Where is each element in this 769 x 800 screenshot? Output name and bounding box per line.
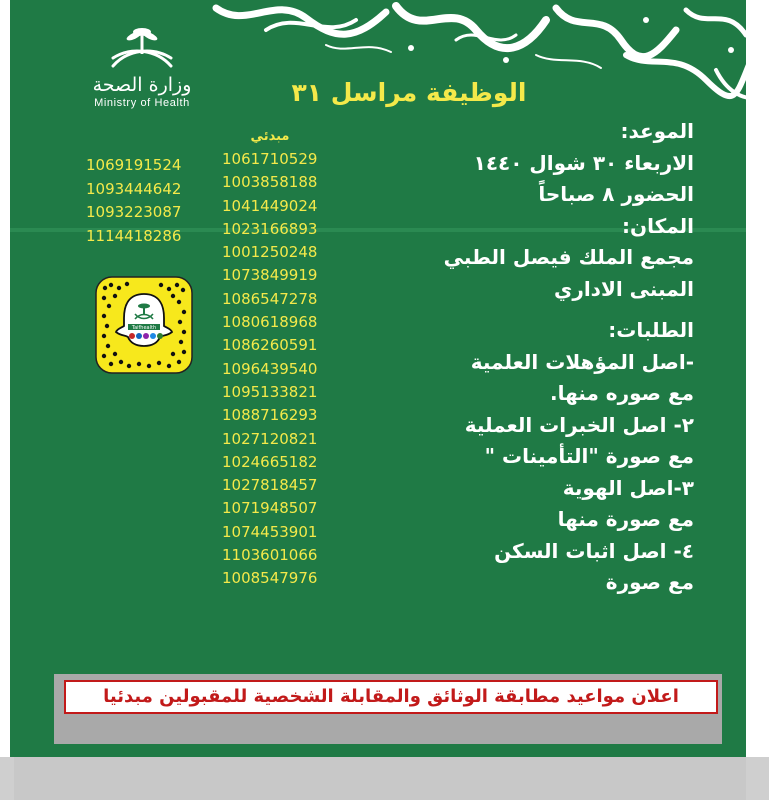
palm-swords-icon — [107, 24, 177, 72]
date-label: الموعد: — [620, 119, 694, 143]
requirement-4b: مع صورة — [605, 570, 694, 594]
bottom-band — [0, 757, 769, 800]
place-value-1: مجمع الملك فيصل الطبي — [443, 245, 694, 269]
list-item: 1041449024 — [222, 196, 318, 215]
list-item: 1086260591 — [222, 336, 318, 355]
ministry-logo — [62, 24, 222, 124]
place-value-2: المبنى الاداري — [553, 276, 694, 301]
id-list-right — [222, 126, 352, 591]
date-value: الاربعاء ٣٠ شوال ١٤٤٠ — [473, 150, 694, 175]
attendance-time: الحضور ٨ صباحاً — [538, 182, 694, 206]
list-item: 1103601066 — [222, 546, 318, 565]
list-item: 1003858188 — [222, 173, 318, 192]
list-item: 1095133821 — [222, 382, 318, 401]
list-item: 1001250248 — [222, 243, 318, 262]
list-item: 1093444642 — [86, 179, 182, 198]
requirement-1b: مع صوره منها. — [549, 381, 694, 405]
logo-english-name: Ministry of Health — [94, 97, 190, 109]
list-item: 1027818457 — [222, 476, 318, 495]
logo-arabic-name: وزارة الصحة — [92, 74, 192, 96]
job-title: الوظيفة مراسل ٣١ — [291, 78, 527, 107]
list-item: 1093223087 — [86, 203, 182, 221]
details-block — [334, 116, 694, 599]
requirements-label: الطلبات: — [608, 318, 694, 342]
list-item: 1027120821 — [222, 429, 318, 448]
id-list-left — [86, 154, 216, 248]
snapcode-qr-icon — [95, 276, 193, 374]
place-label: المكان: — [622, 213, 694, 238]
list-item: 1086547278 — [222, 289, 318, 308]
list-item: 1024665182 — [222, 452, 318, 471]
list-item: 1088716293 — [222, 406, 318, 425]
requirement-2a: ٢- اصل الخبرات العملية — [464, 412, 694, 437]
list-item: 1023166893 — [222, 219, 318, 238]
requirement-3b: مع صورة منها — [557, 507, 694, 531]
list-item: 1071948507 — [222, 499, 318, 518]
requirement-1a: -اصل المؤهلات العلمية — [470, 349, 694, 374]
list-item: 1073849919 — [222, 266, 318, 285]
list-item: 1080618968 — [222, 313, 318, 332]
announcement-poster — [10, 0, 746, 757]
list-item: 1096439540 — [222, 359, 318, 378]
requirement-2b: مع صورة "التأمينات " — [484, 444, 694, 468]
list-item: 1061710529 — [222, 150, 318, 168]
list-item: 1114418286 — [86, 226, 182, 245]
list-item: 1074453901 — [222, 522, 318, 541]
snapcode-handle: Taifhealth — [131, 325, 157, 331]
requirement-4a: ٤- اصل اثبات السكن — [494, 538, 694, 563]
footer-announcement: اعلان مواعيد مطابقة الوثائق والمقابلة الشخصية للمقبولين مبدئيا — [64, 680, 718, 714]
list-item: 1008547976 — [222, 569, 318, 588]
list-item: 1069191524 — [86, 156, 182, 174]
list-header: مبدئي — [250, 129, 290, 144]
requirement-3a: ٣-اصل الهوية — [562, 475, 694, 500]
